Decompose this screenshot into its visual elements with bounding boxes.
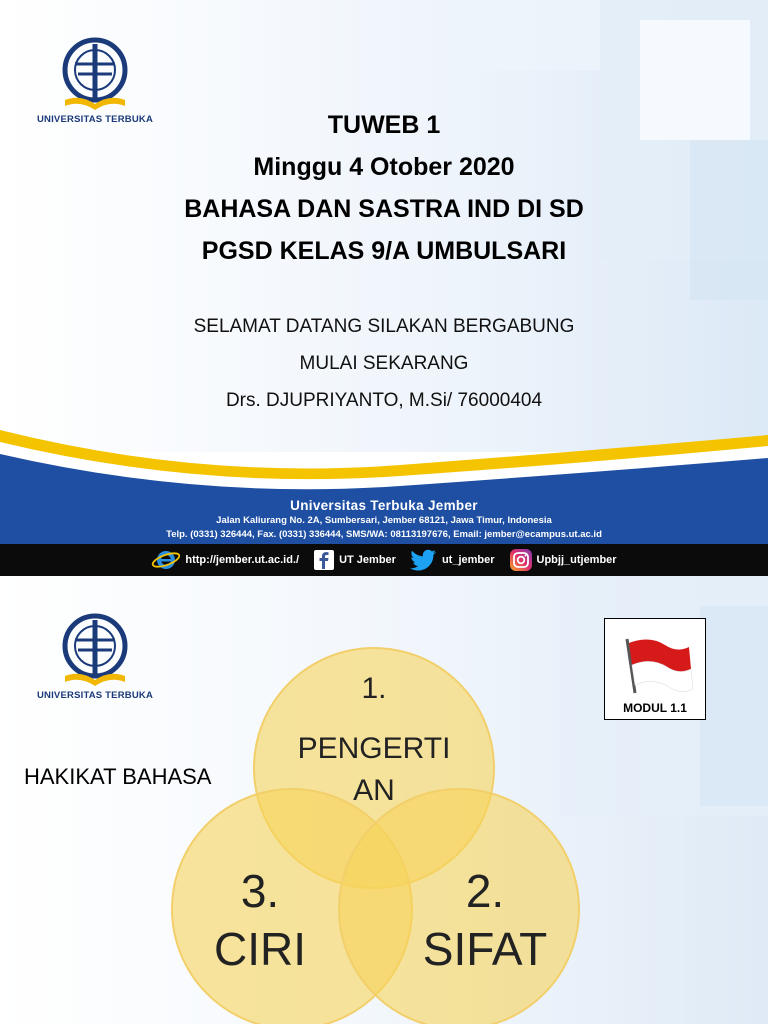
circle-top-number: 1. <box>361 672 387 705</box>
twitter-link[interactable] <box>410 549 495 571</box>
title-line: Minggu 4 Otober 2020 <box>253 153 515 181</box>
instagram-name: Upbjj_utjember <box>536 554 617 566</box>
ut-emblem-icon <box>30 36 160 114</box>
instagram-link[interactable] <box>509 548 617 572</box>
title-line: PGSD KELAS 9/A UMBULSARI <box>201 237 567 265</box>
subtitle-line: Drs. DJUPRIYANTO, M.Si/ 76000404 <box>225 390 543 411</box>
facebook-icon <box>313 549 335 571</box>
circle-right-number: 2. <box>465 865 505 917</box>
web-link[interactable] <box>151 548 299 572</box>
indonesian-flag-icon <box>605 619 705 699</box>
circle-top-word-line2: AN <box>353 774 395 807</box>
footer-info <box>0 452 768 544</box>
circle-left-word: CIRI <box>214 923 306 975</box>
web-url: http://jember.ut.ac.id./ <box>185 554 300 566</box>
subtitle-line: MULAI SEKARANG <box>299 353 469 374</box>
subtitle-line: SELAMAT DATANG SILAKAN BERGABUNG <box>193 316 575 337</box>
title-line: TUWEB 1 <box>327 111 441 139</box>
circle-left-number: 3. <box>240 865 280 917</box>
logo-text: UNIVERSITAS TERBUKA <box>36 114 154 125</box>
circle-top-word-line1: PENGERTI <box>297 732 451 765</box>
logo-text: UNIVERSITAS TERBUKA <box>36 690 154 701</box>
modul-badge <box>604 618 706 720</box>
social-bar <box>0 544 768 576</box>
instagram-icon <box>509 548 533 572</box>
twitter-icon <box>410 549 438 571</box>
section-heading: HAKIKAT BAHASA <box>24 764 212 789</box>
facebook-name: UT Jember <box>339 554 396 566</box>
modul-label: MODUL 1.1 <box>623 701 687 715</box>
footer-address: Jalan Kaliurang No. 2A, Sumbersari, Jember 68121, Jawa Timur, Indonesia <box>216 515 552 526</box>
slide-title <box>0 104 768 272</box>
internet-explorer-icon <box>151 548 181 572</box>
title-line: BAHASA DAN SASTRA IND DI SD <box>184 195 584 223</box>
twitter-name: ut_jember <box>441 554 495 566</box>
facebook-link[interactable] <box>313 549 396 571</box>
content-slide <box>0 576 768 1024</box>
slide-subtitle <box>0 308 768 419</box>
footer-contact: Telp. (0331) 326444, Fax. (0331) 336444, SMS/WA: 08113197676, Email: jember@ecampus.ut.ac.id <box>166 529 602 540</box>
footer-university-name: Universitas Terbuka Jember <box>290 498 478 513</box>
circle-right-word: SIFAT <box>422 923 548 975</box>
